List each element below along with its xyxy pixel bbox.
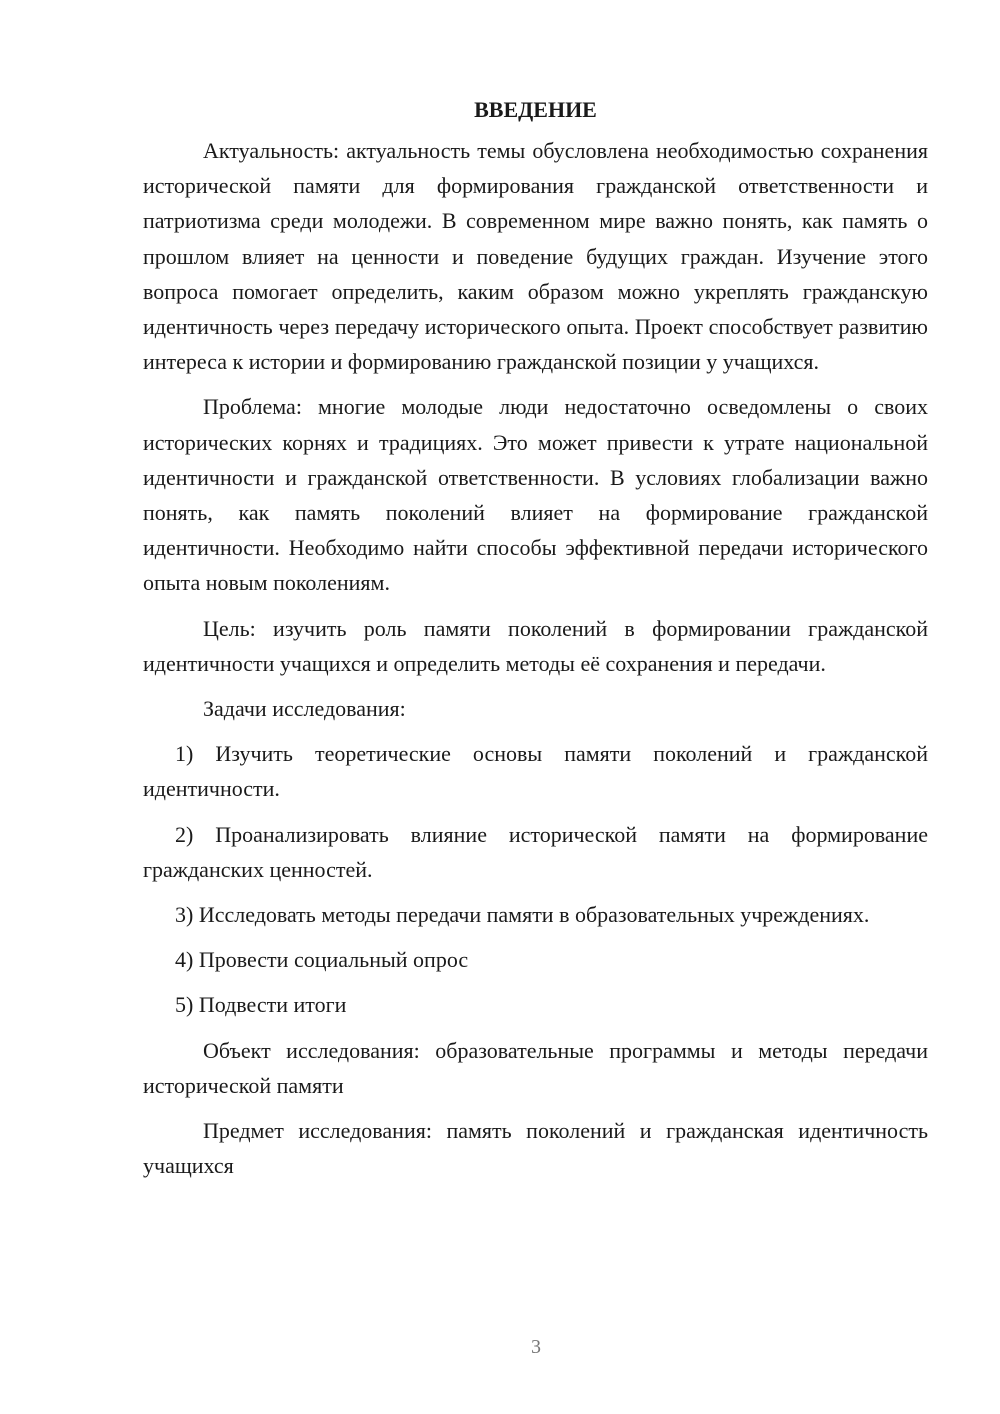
relevance-paragraph: Актуальность: актуальность темы обусловлена необходимостью сохранения исторической памяти для формирования гражданской ответственности и патриотизма среди молодежи. В современном мире важно понять, как память о прошлом влияет на ценности и поведение будущих граждан. Изучение этого вопроса помогает определить, каким образом можно укреплять гражданскую идентичность через передачу исторического опыта. Проект способствует развитию интереса к истории и формированию гражданской позиции у учащихся. xyxy=(143,138,928,375)
problem-paragraph: Проблема: многие молодые люди недостаточно осведомлены о своих исторических корнях и традициях. Это может привести к утрате национальной идентичности и гражданской ответственности. В условиях глобализации важно понять, как память поколений влияет на формирование гражданской идентичности. Необходимо найти способы эффективной передачи исторического опыта новым поколениям. xyxy=(143,394,928,596)
page-title: ВВЕДЕНИЕ xyxy=(474,97,597,122)
tasks-heading: Задачи исследования: xyxy=(203,696,406,722)
subject-paragraph: Предмет исследования: память поколений и гражданская идентичность учащихся xyxy=(143,1118,928,1179)
task-item-5: 5) Подвести итоги xyxy=(175,992,347,1018)
page-number: 3 xyxy=(531,1336,541,1358)
task-item-1: 1) Изучить теоретические основы памяти поколений и гражданской идентичности. xyxy=(143,741,928,802)
task-item-2: 2) Проанализировать влияние исторической памяти на формирование гражданских ценностей. xyxy=(143,821,928,882)
task-item-4: 4) Провести социальный опрос xyxy=(175,947,469,973)
goal-paragraph: Цель: изучить роль памяти поколений в формировании гражданской идентичности учащихся и определить методы её сохранения и передачи. xyxy=(143,615,928,676)
task-item-3: 3) Исследовать методы передачи памяти в образовательных учреждениях. xyxy=(175,902,870,928)
document-page xyxy=(143,92,928,1193)
object-paragraph: Объект исследования: образовательные программы и методы передачи исторической памяти xyxy=(143,1037,928,1098)
